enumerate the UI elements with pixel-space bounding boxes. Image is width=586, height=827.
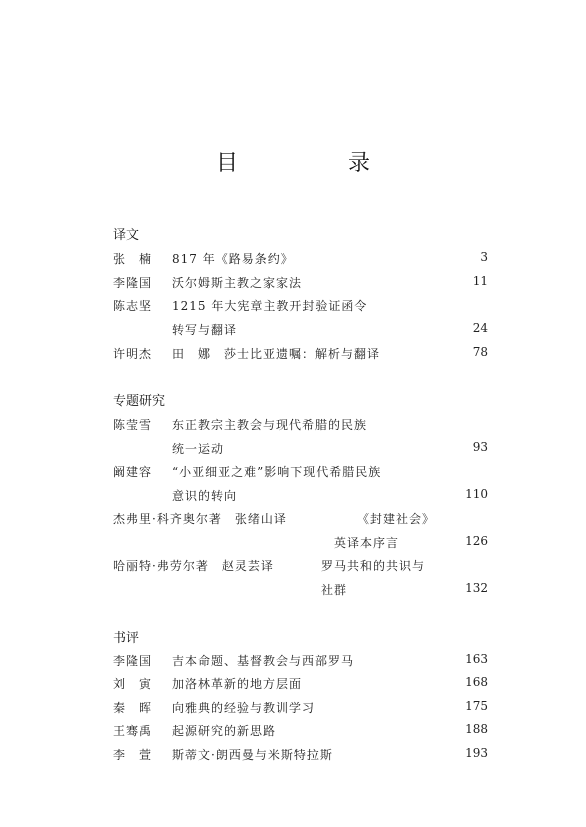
entry-title-continued: 社群 bbox=[321, 583, 348, 597]
entry-title: 沃尔姆斯主教之家家法 bbox=[172, 276, 303, 290]
entry-page-number: 93 bbox=[472, 440, 488, 454]
section-heading-translations: 译文 bbox=[113, 228, 140, 243]
entry-page-number: 126 bbox=[465, 534, 488, 548]
entry-page-number: 188 bbox=[465, 722, 488, 736]
entry-title-continued: 统一运动 bbox=[172, 442, 225, 456]
entry-page-number: 3 bbox=[480, 250, 488, 264]
entry-title-continued: 意识的转向 bbox=[172, 489, 238, 503]
entry-author: 张 楠 bbox=[113, 252, 153, 266]
entry-author: 刘 寅 bbox=[113, 677, 153, 691]
entry-author: 李隆国 bbox=[113, 654, 153, 668]
entry-title: “小亚细亚之难”影响下现代希腊民族 bbox=[172, 465, 382, 479]
entry-title-continued: 英译本序言 bbox=[334, 536, 400, 550]
entry-title: 817 年《路易条约》 bbox=[172, 252, 294, 266]
entry-page-number: 11 bbox=[472, 274, 488, 288]
entry-page-number: 175 bbox=[465, 699, 488, 713]
entry-title: 向雅典的经验与教训学习 bbox=[172, 701, 316, 715]
entry-author: 秦 晖 bbox=[113, 701, 153, 715]
entry-title: 1215 年大宪章主教开封验证函令 bbox=[172, 299, 368, 313]
entry-author: 李隆国 bbox=[113, 276, 153, 290]
entry-author: 杰弗里·科齐奥尔著 张绪山译 bbox=[113, 512, 287, 526]
entry-page-number: 24 bbox=[472, 321, 488, 335]
entry-page-number: 193 bbox=[465, 746, 488, 760]
page-title: 目 录 bbox=[215, 151, 414, 176]
entry-title: 罗马共和的共识与 bbox=[321, 559, 426, 573]
entry-author: 李 萱 bbox=[113, 748, 153, 762]
entry-title: 起源研究的新思路 bbox=[172, 724, 277, 738]
section-heading-special-studies: 专题研究 bbox=[113, 394, 166, 409]
entry-author: 阚建容 bbox=[113, 465, 153, 479]
entry-page-number: 110 bbox=[465, 487, 488, 501]
entry-title: 吉本命题、基督教会与西部罗马 bbox=[172, 654, 355, 668]
entry-author: 哈丽特·弗劳尔著 赵灵芸译 bbox=[113, 559, 274, 573]
entry-author: 陈志坚 bbox=[113, 299, 153, 313]
entry-title: 《封建社会》 bbox=[357, 512, 436, 526]
entry-author: 许明杰 bbox=[113, 347, 153, 361]
entry-page-number: 168 bbox=[465, 675, 488, 689]
entry-page-number: 163 bbox=[465, 652, 488, 666]
entry-author: 陈莹雪 bbox=[113, 418, 153, 432]
entry-title: 加洛林革新的地方层面 bbox=[172, 677, 303, 691]
entry-page-number: 132 bbox=[465, 581, 488, 595]
entry-title: 东正教宗主教会与现代希腊的民族 bbox=[172, 418, 368, 432]
entry-page-number: 78 bbox=[472, 345, 488, 359]
entry-author: 王骞禹 bbox=[113, 724, 153, 738]
entry-title-continued: 转写与翻译 bbox=[172, 323, 238, 337]
section-heading-book-reviews: 书评 bbox=[113, 631, 140, 646]
entry-title: 斯蒂文·朗西曼与米斯特拉斯 bbox=[172, 748, 333, 762]
entry-title: 田 娜 莎士比亚遗嘱：解析与翻译 bbox=[172, 347, 381, 361]
